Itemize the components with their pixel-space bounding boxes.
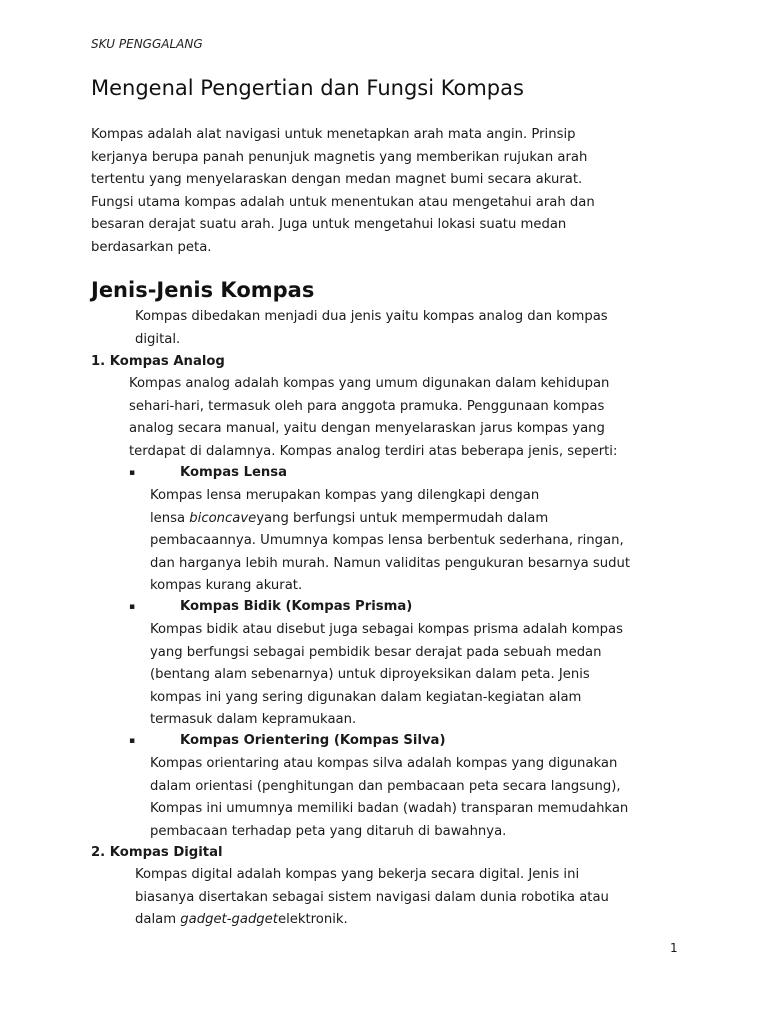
text-line: kerjanya berupa panah penunjuk magnetis yang memberikan rujukan arah <box>91 149 588 165</box>
text-line: biasanya disertakan sebagai sistem navigasi dalam dunia robotika atau <box>135 889 609 905</box>
analog-paragraph <box>129 373 617 463</box>
text-line: yang berfungsi sebagai pembidik besar derajat pada sebuah medan <box>150 644 602 660</box>
running-header: SKU PENGGALANG <box>91 37 203 51</box>
text-line: termasuk dalam kepramukaan. <box>150 712 357 727</box>
italic-term: biconcave <box>189 510 257 526</box>
text-line: dalam orientasi (penghitungan dan pembacaan peta secara langsung), <box>150 778 621 794</box>
text-line: kompas ini yang sering digunakan dalam kegiatan-kegiatan alam <box>150 689 582 705</box>
text-run: elektronik. <box>277 912 348 927</box>
text-line <box>150 508 630 531</box>
text-line: (bentang alam sebenarnya) untuk diproyeksikan dalam peta. Jenis <box>150 667 590 682</box>
text-run: dalam <box>135 912 181 927</box>
bullet-label: Kompas Orientering (Kompas Silva) <box>180 733 446 748</box>
bullet-icon: ▪ <box>129 602 136 612</box>
bidik-paragraph <box>150 619 623 732</box>
text-line: tertentu yang menyelaraskan dengan medan magnet bumi secara akurat. <box>91 172 583 187</box>
text-line: Fungsi utama kompas adalah untuk menentukan atau mengetahui arah dan <box>91 194 595 210</box>
text-line: Kompas dibedakan menjadi dua jenis yaitu kompas analog dan kompas <box>135 309 608 324</box>
page-number: 1 <box>670 941 678 955</box>
text-line: sehari-hari, termasuk oleh para anggota pramuka. Penggunaan kompas <box>129 398 605 414</box>
text-line <box>135 909 609 932</box>
bullet-label: Kompas Bidik (Kompas Prisma) <box>180 599 413 614</box>
text-line: digital. <box>135 331 181 347</box>
orientering-paragraph <box>150 753 628 843</box>
bullet-icon: ▪ <box>129 736 136 746</box>
analog-heading: 1. Kompas Analog <box>91 354 225 369</box>
text-line: analog secara manual, yaitu dengan menyelaraskan jarus kompas yang <box>129 421 605 436</box>
italic-term: gadget-gadget <box>180 912 278 927</box>
digital-heading: 2. Kompas Digital <box>91 845 223 860</box>
page-title: Mengenal Pengertian dan Fungsi Kompas <box>91 76 524 100</box>
text-run: lensa <box>150 510 190 526</box>
bullet-label: Kompas Lensa <box>180 465 288 480</box>
text-line: pembacaan terhadap peta yang ditaruh di bawahnya. <box>150 823 507 839</box>
text-line: kompas kurang akurat. <box>150 578 303 593</box>
text-line: Kompas digital adalah kompas yang bekerja secara digital. Jenis ini <box>135 867 580 882</box>
text-line: Kompas orientaring atau kompas silva adalah kompas yang digunakan <box>150 756 618 771</box>
text-line: terdapat di dalamnya. Kompas analog terdiri atas beberapa jenis, seperti: <box>129 443 618 459</box>
section-title: Jenis-Jenis Kompas <box>91 278 315 302</box>
text-line: besaran derajat suatu arah. Juga untuk mengetahui lokasi suatu medan <box>91 217 567 232</box>
section-intro-paragraph <box>135 306 608 351</box>
text-line: dan harganya lebih murah. Namun validitas pengukuran besarnya sudut <box>150 555 630 571</box>
lensa-paragraph <box>150 485 630 598</box>
text-line: Kompas ini umumnya memiliki badan (wadah) transparan memudahkan <box>150 801 629 816</box>
text-run: yang berfungsi untuk mempermudah dalam <box>256 510 549 526</box>
bullet-item-orientering <box>129 730 549 752</box>
text-line: Kompas adalah alat navigasi untuk menetapkan arah mata angin. Prinsip <box>91 127 576 142</box>
text-line: Kompas lensa merupakan kompas yang dilengkapi dengan <box>150 488 540 503</box>
digital-paragraph <box>135 864 609 932</box>
text-line: Kompas analog adalah kompas yang umum digunakan dalam kehidupan <box>129 376 610 391</box>
bullet-icon: ▪ <box>129 468 136 478</box>
text-line: pembacaannya. Umumnya kompas lensa berbentuk sederhana, ringan, <box>150 533 624 548</box>
bullet-item-bidik <box>129 596 529 618</box>
intro-paragraph <box>91 124 651 259</box>
text-line: berdasarkan peta. <box>91 239 212 255</box>
bullet-item-lensa <box>129 462 529 484</box>
text-line: Kompas bidik atau disebut juga sebagai kompas prisma adalah kompas <box>150 622 623 637</box>
